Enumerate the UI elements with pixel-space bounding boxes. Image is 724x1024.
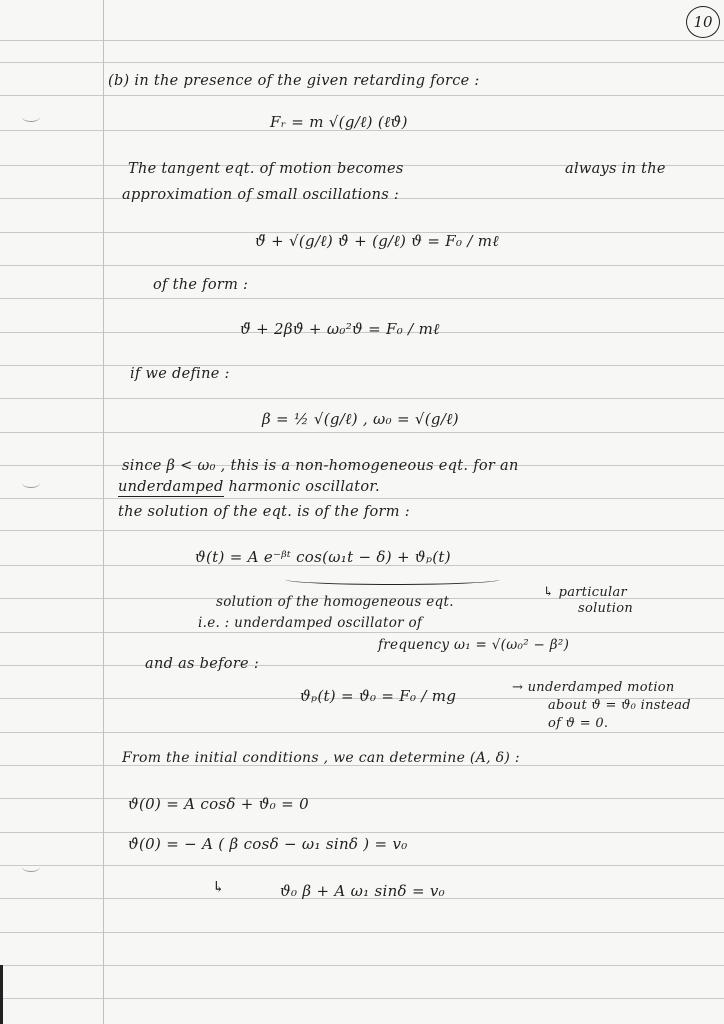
section-heading: (b) in the presence of the given retarding force : <box>108 73 480 89</box>
damped-oscillator-equation: ϑ̈ + 2βϑ̇ + ω₀²ϑ = F₀ / mℓ <box>240 320 440 338</box>
initial-condition-velocity: ϑ̇(0) = − A ( β cosδ − ω₁ sinδ ) = v₀ <box>128 835 408 853</box>
text-line: of the form : <box>153 277 249 293</box>
annotation: about ϑ = ϑ₀ instead <box>548 698 691 713</box>
retarding-force-equation: Fᵣ = m √(g/ℓ) (ℓϑ̇) <box>270 113 408 131</box>
text-line: and as before : <box>145 656 260 672</box>
annotation: frequency ω₁ = √(ω₀² − β²) <box>378 637 570 653</box>
margin-line <box>103 0 104 1024</box>
text-line: the solution of the eqt. is of the form : <box>118 504 410 520</box>
text-line: if we define : <box>130 366 230 382</box>
page-edge <box>0 965 3 1024</box>
annotation: solution of the homogeneous eqt. <box>216 594 454 610</box>
annotation: ↳ particular <box>543 585 628 600</box>
definitions-equation: β = ½ √(g/ℓ) , ω₀ = √(g/ℓ) <box>262 410 459 428</box>
result-equation: ϑ₀ β + A ω₁ sinδ = v₀ <box>280 882 445 900</box>
page-number: 10 <box>686 6 720 38</box>
particular-solution-equation: ϑₚ(t) = ϑ₀ = F₀ / mg <box>300 687 457 705</box>
general-solution-equation: ϑ(t) = A e⁻ᵝᵗ cos(ω₁t − δ) + ϑₚ(t) <box>195 548 451 566</box>
arrow: ↳ <box>212 878 225 896</box>
text-line: always in the <box>565 161 666 177</box>
annotation: → underdamped motion <box>512 680 675 695</box>
text-line: approximation of small oscillations : <box>122 187 400 203</box>
text-line: The tangent eqt. of motion becomes <box>128 161 404 177</box>
text-line: underdamped harmonic oscillator. <box>118 479 380 495</box>
annotation: of ϑ = 0. <box>548 716 609 731</box>
text-line: From the initial conditions , we can determine (A, δ) : <box>122 750 520 766</box>
underbrace <box>285 574 500 585</box>
equation-of-motion: ϑ̈ + √(g/ℓ) ϑ̇ + (g/ℓ) ϑ = F₀ / mℓ <box>255 232 499 250</box>
text-line: since β < ω₀ , this is a non-homogeneous eqt. for an <box>122 458 519 474</box>
initial-condition-position: ϑ(0) = A cosδ + ϑ₀ = 0 <box>128 795 309 813</box>
annotation: i.e. : underdamped oscillator of <box>198 615 423 631</box>
annotation: solution <box>578 601 634 616</box>
underlined-word: underdamped <box>118 479 224 495</box>
